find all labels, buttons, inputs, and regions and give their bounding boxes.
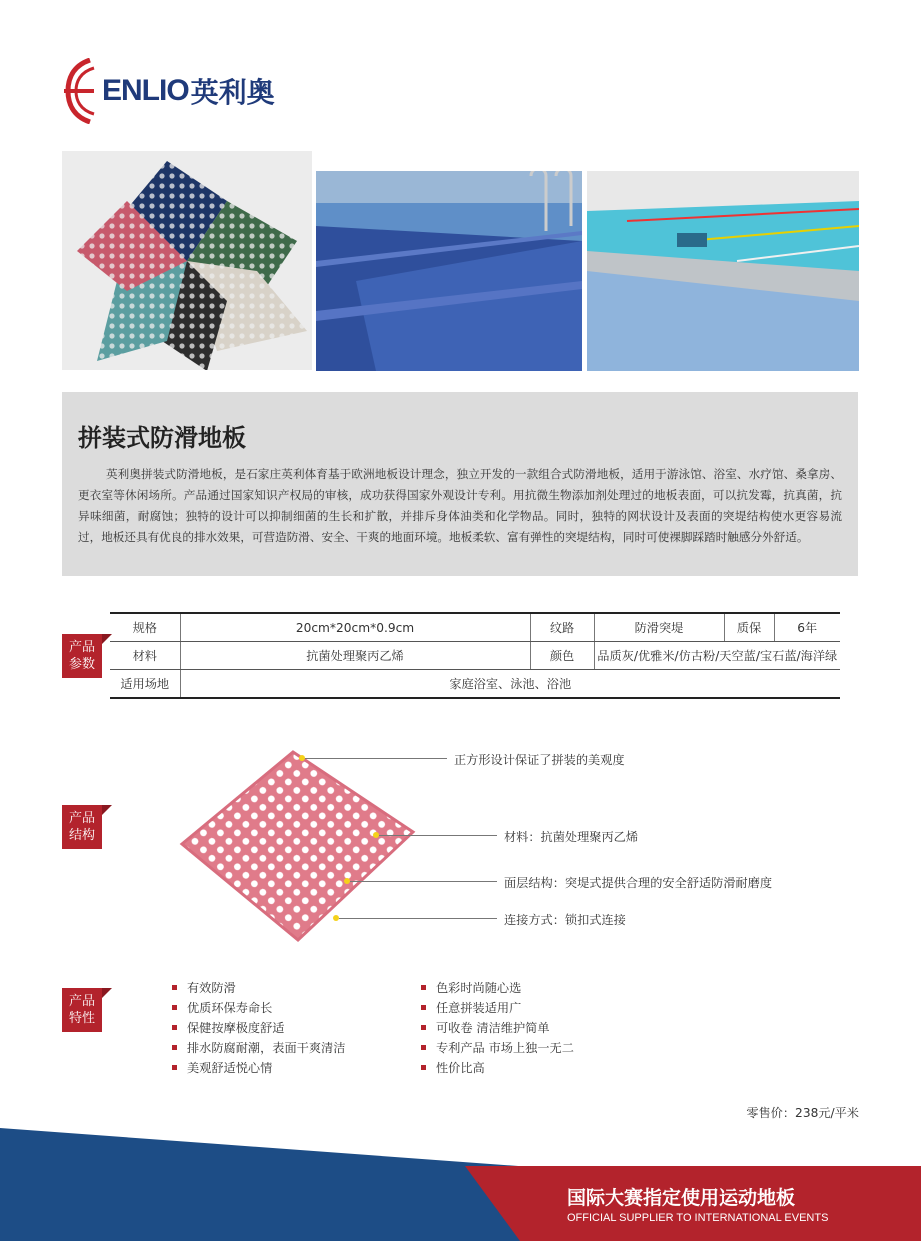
color-label: 颜色 <box>530 642 594 670</box>
bullet-icon <box>172 1005 177 1010</box>
list-item: 有效防滑 <box>172 977 345 997</box>
bullet-icon <box>421 1025 426 1030</box>
warranty-label: 质保 <box>724 613 774 642</box>
list-item: 性价比高 <box>421 1057 574 1077</box>
table-row <box>110 642 840 670</box>
product-description: 英利奥拼装式防滑地板，是石家庄英利体育基于欧洲地板设计理念，独立开发的一款组合式防滑地板，适用于游泳馆、浴室、水疗馆、桑拿房、更衣室等休闲场所。产品通过国家知识产权局的审核，成功获得国家外观设计专利。用抗微生物添加剂处理过的地板表面，可以抗发霉，抗真菌，抗异味细菌，耐腐蚀；独特的设计可以抑制细菌的生长和扩散，并排斥身体油类和化学物品。同时，独特的网状设计及表面的突堤结构使水更容易流过，地板还具有优良的排水效果，可营造防滑、安全、干爽的地面环境。地板柔软、富有弹性的突堤结构，同时可使裸脚踩踏时触感分外舒适。 <box>78 467 842 544</box>
tile-structure-image <box>178 748 418 944</box>
bullet-icon <box>421 985 426 990</box>
list-item: 保健按摩极度舒适 <box>172 1017 345 1037</box>
features-right-list <box>421 977 574 1077</box>
structure-tag-line1: 产品 <box>68 811 95 826</box>
callout-line-4 <box>339 918 497 919</box>
params-tag-line1: 产品 <box>68 640 95 655</box>
description-panel <box>62 392 858 576</box>
bullet-icon <box>172 1025 177 1030</box>
warranty-value: 6年 <box>774 613 840 642</box>
footer-title-cn: 国际大赛指定使用运动地板 <box>567 1187 796 1209</box>
table-row <box>110 613 840 642</box>
tiles-photo <box>62 151 312 370</box>
table-row <box>110 670 840 699</box>
footer-title-en: OFFICIAL SUPPLIER TO INTERNATIONAL EVENTS <box>567 1212 829 1224</box>
features-tag <box>62 988 102 1032</box>
features-left-list <box>172 977 345 1077</box>
list-item: 优质环保寿命长 <box>172 997 345 1017</box>
venue-label: 适用场地 <box>110 670 180 699</box>
bullet-icon <box>421 1005 426 1010</box>
callout-connection: 连接方式：锁扣式连接 <box>504 913 626 927</box>
texture-label: 纹路 <box>530 613 594 642</box>
bullet-icon <box>172 1045 177 1050</box>
callout-line-1 <box>305 758 447 759</box>
structure-tag-line2: 结构 <box>68 828 95 843</box>
retail-price: 零售价：238元/平米 <box>746 1106 859 1120</box>
callout-line-2 <box>379 835 497 836</box>
brand-name-en: ENLIO <box>102 74 189 107</box>
list-item: 排水防腐耐潮，表面干爽清洁 <box>172 1037 345 1057</box>
pool-deck-photo <box>316 171 582 371</box>
color-value: 品质灰/优雅米/仿古粉/天空蓝/宝石蓝/海洋绿 <box>594 642 840 670</box>
competition-pool-photo <box>587 171 859 371</box>
bullet-icon <box>172 1065 177 1070</box>
callout-line-3 <box>350 881 497 882</box>
venue-value: 家庭浴室、泳池、浴池 <box>180 670 840 699</box>
list-item: 专利产品 市场上独一无二 <box>421 1037 574 1057</box>
callout-shape: 正方形设计保证了拼装的美观度 <box>454 753 625 767</box>
callout-material: 材料：抗菌处理聚丙乙烯 <box>504 830 639 844</box>
features-tag-line2: 特性 <box>68 1011 95 1026</box>
params-table <box>110 612 840 699</box>
params-tag-line2: 参数 <box>68 657 95 672</box>
product-title: 拼装式防滑地板 <box>78 424 246 452</box>
spec-label: 规格 <box>110 613 180 642</box>
material-label: 材料 <box>110 642 180 670</box>
brand-logo <box>64 58 275 124</box>
bullet-icon <box>421 1065 426 1070</box>
brand-name-cn: 英利奥 <box>190 76 275 109</box>
texture-value: 防滑突堤 <box>594 613 724 642</box>
structure-tag <box>62 805 102 849</box>
callout-surface: 面层结构：突堤式提供合理的安全舒适防滑耐磨度 <box>504 876 773 890</box>
list-item: 美观舒适悦心情 <box>172 1057 345 1077</box>
features-tag-line1: 产品 <box>68 994 95 1009</box>
list-item: 可收卷 清洁维护简单 <box>421 1017 574 1037</box>
list-item: 任意拼装适用广 <box>421 997 574 1017</box>
list-item: 色彩时尚随心选 <box>421 977 574 997</box>
material-value: 抗菌处理聚丙乙烯 <box>180 642 530 670</box>
logo-e-mark-icon <box>64 58 98 124</box>
spec-value: 20cm*20cm*0.9cm <box>180 613 530 642</box>
params-tag <box>62 634 102 678</box>
bullet-icon <box>172 985 177 990</box>
bullet-icon <box>421 1045 426 1050</box>
